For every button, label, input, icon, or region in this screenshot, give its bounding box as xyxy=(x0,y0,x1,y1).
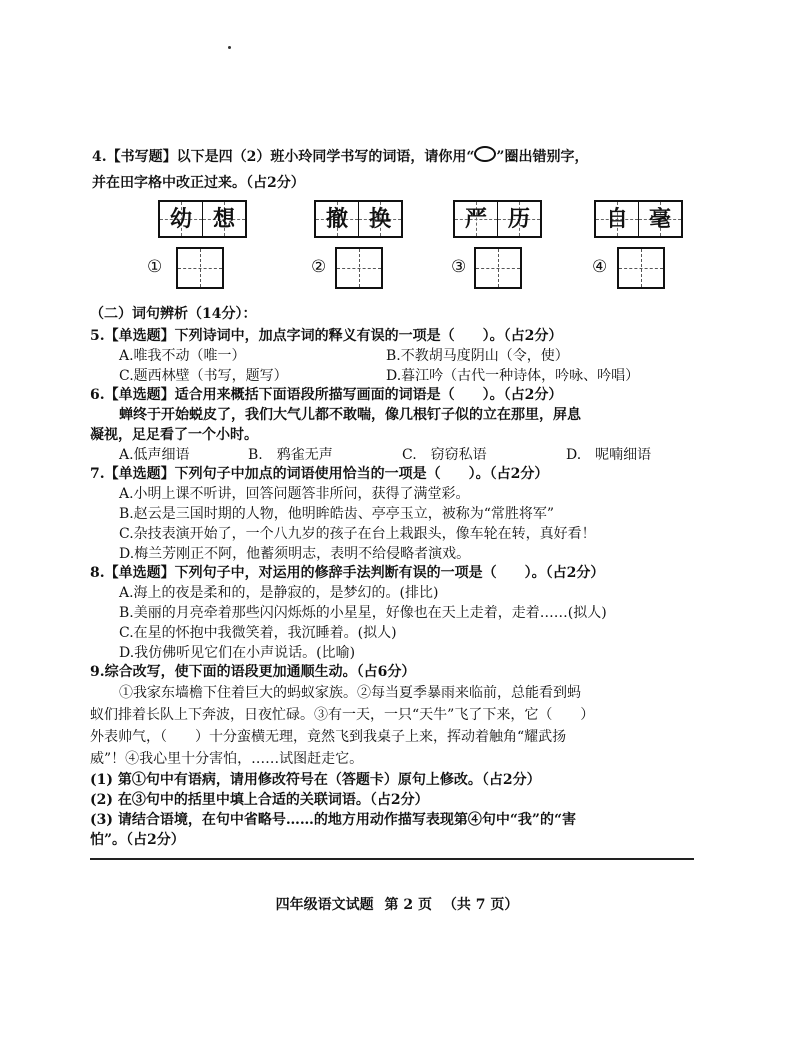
q6-option-b[interactable]: B. 鸦雀无声 xyxy=(248,447,333,463)
q6-option-a[interactable]: A.低声细语 xyxy=(119,447,190,463)
footer-divider xyxy=(90,858,694,860)
q8-stem: 8.【单选题】下列句子中，对运用的修辞手法判断有误的一项是（ ）。（占2分） xyxy=(90,565,605,581)
q5-option-a[interactable]: A.唯我不动（唯一） xyxy=(119,348,246,364)
word-box-2 xyxy=(314,200,403,238)
word-char: 幼 xyxy=(169,206,192,232)
q9-passage-line4: 威”！④我心里十分害怕，……试图赶走它。 xyxy=(90,751,364,767)
word-char: 严 xyxy=(464,206,487,232)
answer-label-1: ① xyxy=(147,257,163,277)
answer-grid-3[interactable] xyxy=(474,247,522,289)
q6-option-d[interactable]: D. 呢喃细语 xyxy=(566,447,652,463)
word-char: 想 xyxy=(212,206,235,232)
word-cell xyxy=(498,202,540,236)
q6-passage-line2: 凝视，足足看了一个小时。 xyxy=(90,427,258,443)
answer-grid-4[interactable] xyxy=(617,247,665,289)
answer-grid-2[interactable] xyxy=(335,247,383,289)
q5-option-d[interactable]: D.暮江吟（古代一种诗体，吟咏、吟唱） xyxy=(386,368,640,384)
q7-option-c[interactable]: C.杂技表演开始了，一个八九岁的孩子在台上栽跟头，像车轮在转，真好看！ xyxy=(119,526,596,542)
circle-icon xyxy=(474,146,496,162)
word-cell xyxy=(160,202,203,236)
word-cell xyxy=(596,202,639,236)
q8-option-a[interactable]: A.海上的夜是柔和的，是静寂的，是梦幻的。(排比) xyxy=(119,585,439,601)
answer-grid-1[interactable] xyxy=(176,247,224,289)
q5-stem: 5.【单选题】下列诗词中，加点字词的释义有误的一项是（ ）。（占2分） xyxy=(90,328,563,344)
q6-option-c[interactable]: C. 窃窃私语 xyxy=(402,447,487,463)
q9-sub3-line2: 怕”。（占2分） xyxy=(90,832,185,848)
q4-stem-text-a: 4.【书写题】以下是四（2）班小玲同学书写的词语，请你用“ xyxy=(92,149,475,165)
q9-sub3-line1: (3) 请结合语境，在句中省略号……的地方用动作描写表现第④句中“我”的“害 xyxy=(90,812,577,828)
footer-title: 四年级语文试题 xyxy=(275,897,374,913)
q8-option-d[interactable]: D.我仿佛听见它们在小声说话。(比喻) xyxy=(119,645,356,661)
word-cell xyxy=(359,202,401,236)
answer-label-4: ④ xyxy=(592,257,608,277)
q7-option-a[interactable]: A.小明上课不听讲，回答问题答非所问，获得了满堂彩。 xyxy=(119,486,470,502)
answer-label-2: ② xyxy=(311,257,327,277)
q7-option-d[interactable]: D.梅兰芳刚正不阿，他蓄须明志，表明不给侵略者演戏。 xyxy=(119,546,471,562)
page-footer xyxy=(0,894,794,914)
q6-passage-line1: 蝉终于开始蜕皮了，我们大气儿都不敢喘，像几根钉子似的立在那里，屏息 xyxy=(119,407,581,423)
scan-speck xyxy=(228,46,231,49)
word-char: 毫 xyxy=(648,206,671,232)
q8-option-c[interactable]: C.在星的怀抱中我微笑着，我沉睡着。(拟人) xyxy=(119,625,397,641)
q9-passage-line2: 蚁们排着长队上下奔波，日夜忙碌。③有一天，一只“天牛”飞了下来，它（ ） xyxy=(90,707,595,723)
word-char: 历 xyxy=(507,206,530,232)
word-char: 自 xyxy=(605,206,628,232)
footer-total: （共 7 页） xyxy=(442,897,519,913)
word-char: 换 xyxy=(368,206,391,232)
word-cell xyxy=(639,202,681,236)
word-box-4 xyxy=(594,200,683,238)
q4-stem-text-b: ”圈出错别字， xyxy=(496,149,589,165)
answer-label-3: ③ xyxy=(451,257,467,277)
q8-option-b[interactable]: B.美丽的月亮牵着那些闪闪烁烁的小星星，好像也在天上走着，走着……(拟人) xyxy=(119,605,607,621)
footer-page: 第 2 页 xyxy=(384,897,432,913)
q5-option-b[interactable]: B.不教胡马度阴山（令，使） xyxy=(386,348,569,364)
q7-stem: 7.【单选题】下列句子中加点的词语使用恰当的一项是（ ）。（占2分） xyxy=(90,466,549,482)
q4-stem-line2: 并在田字格中改正过来。（占2分） xyxy=(92,175,305,191)
section2-title: （二）词句辨析（14分）： xyxy=(90,306,257,322)
q4-stem-line1 xyxy=(92,146,588,166)
word-box-1 xyxy=(158,200,247,238)
word-cell xyxy=(316,202,359,236)
q5-option-c[interactable]: C.题西林壁（书写，题写） xyxy=(119,368,288,384)
q9-sub2: (2) 在③句中的括里中填上合适的关联词语。（占2分） xyxy=(90,792,429,808)
word-cell xyxy=(203,202,245,236)
q9-passage-line3: 外表帅气，（ ）十分蛮横无理，竟然飞到我桌子上来，挥动着触角“耀武扬 xyxy=(90,729,567,745)
q6-stem: 6.【单选题】适合用来概括下面语段所描写画面的词语是（ ）。（占2分） xyxy=(90,387,563,403)
word-char: 撤 xyxy=(325,206,348,232)
word-cell xyxy=(455,202,498,236)
word-box-3 xyxy=(453,200,542,238)
q7-option-b[interactable]: B.赵云是三国时期的人物，他明眸皓齿、亭亭玉立，被称为“常胜将军” xyxy=(119,506,555,522)
q9-sub1: (1) 第①句中有语病，请用修改符号在（答题卡）原句上修改。（占2分） xyxy=(90,772,541,788)
q9-stem: 9.综合改写，使下面的语段更加通顺生动。（占6分） xyxy=(90,664,416,680)
q9-passage-line1: ①我家东墙檐下住着巨大的蚂蚁家族。②每当夏季暴雨来临前，总能看到蚂 xyxy=(119,685,581,701)
